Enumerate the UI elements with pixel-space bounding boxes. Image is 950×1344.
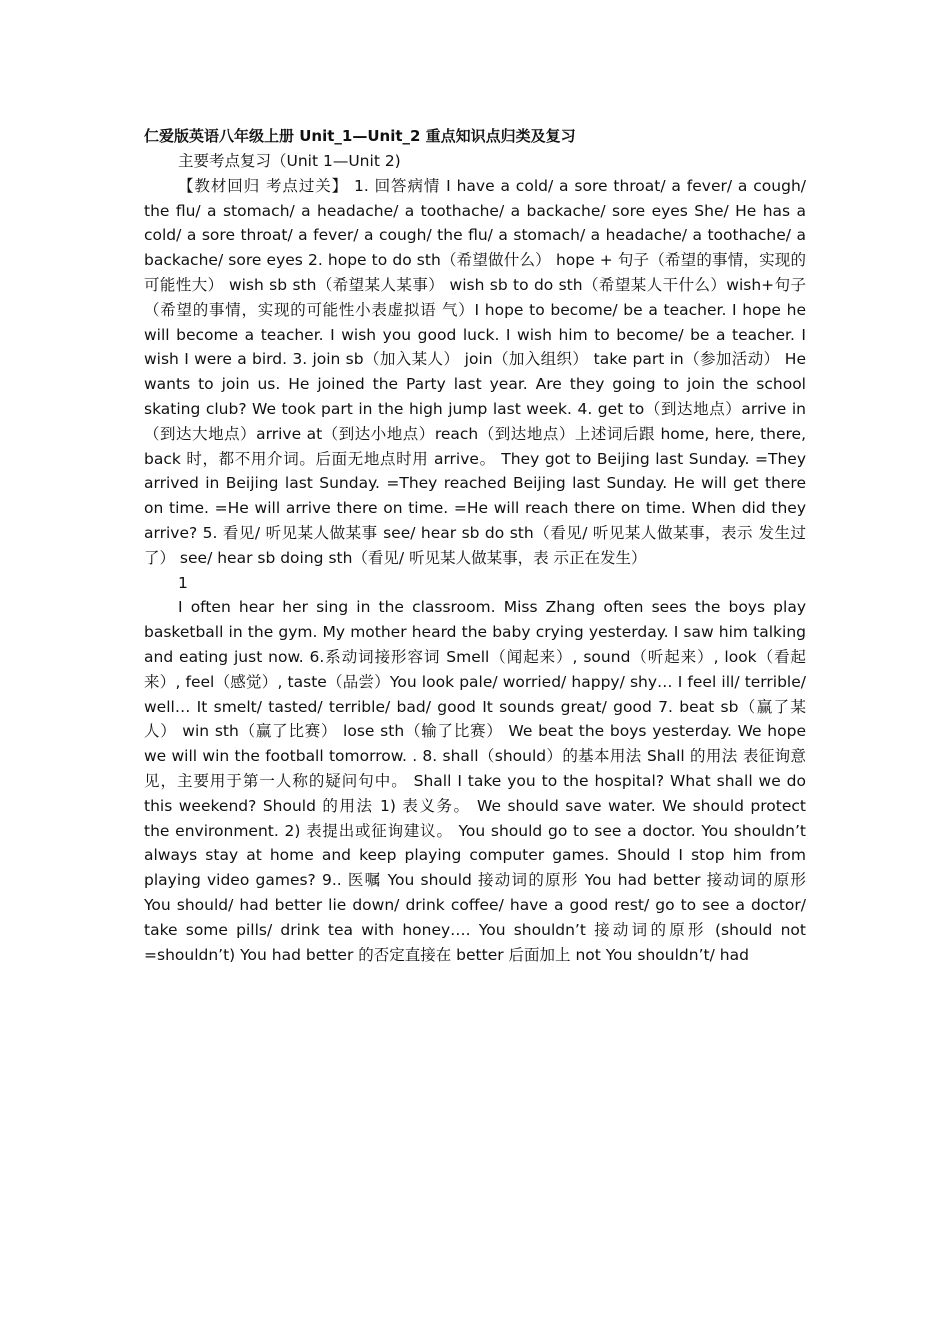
paragraph-examples: I often hear her sing in the classroom. Miss Zhang often sees the boys play basketball in the gym. My mother heard the baby crying yesterday. I saw him talking and eating just now. 6.系动词接形容词 Smell（闻起来）, sound（听起来）, look（看起来）, feel（感觉）, taste（品尝）You look pale/ worried/ happy/ shy… I feel ill/ terrible/ well… It smelt/ tasted/ terrible/ bad/ good It sounds great/ good 7. beat sb（赢了某人） win sth（赢了比赛） lose sth（输了比赛） We beat the boys yesterday. We hope we will win the football tomorrow. . 8. shall（should）的基本用法 Shall 的用法 表征询意见，主要用于第一人称的疑问句中。 Shall I take you to the hospital? What shall we do this weekend? Should 的用法 1) 表义务。 We should save water. We should protect the environment. 2) 表提出或征询建议。 You should go to see a doctor. You shouldn’t always stay at home and keep playing computer games. Should I stop him from playing video games? 9.. 医嘱 You should 接动词的原形 You had better 接动词的原形 You should/ had better lie down/ drink coffee/ have a good rest/ go to see a doctor/ take some pills/ drink tea with honey…. You shouldn’t 接动词的原形 (should not =shouldn’t) You had better 的否定直接在 better 后面加上 not You shouldn’t/ had (144, 598, 806, 964)
paragraph-review-points: 【教材回归 考点过关】 1. 回答病情 I have a cold/ a sore throat/ a fever/ a cough/ the flu/ a stomach/ a headache/ a toothache/ a backache/ sore eyes She/ He has a cold/ a sore throat/ a fever/ a cough/ the flu/ a stomach/ a headache/ a toothache/ a backache/ sore eyes 2. hope to do sth（希望做什么） hope + 句子（希望的事情，实现的可能性大） wish sb sth（希望某人某事） wish sb to do sth（希望某人干什么）wish+句子（希望的事情，实现的可能性小表虚拟语 气）I hope to become/ be a teacher. I hope he will become a teacher. I wish you good luck. I wish him to become/ be a teacher. I wish I were a bird. 3. join sb（加入某人） join（加入组织） take part in（参加活动） He wants to join us. He joined the Party last year. Are they going to join the school skating club? We took part in the high jump last week. 4. get to（到达地点）arrive in（到达大地点）arrive at（到达小地点）reach（到达地点）上述词后跟 home, here, there, back 时，都不用介词。后面无地点时用 arrive。 They got to Beijing last Sunday. =They arrived in Beijing last Sunday. =They reached Beijing last Sunday. He will get there on time. =He will arrive there on time. =He will reach there on time. When did they arrive? 5. 看见/ 听见某人做某事 see/ hear sb do sth（看见/ 听见某人做某事，表示 发生过了） see/ hear sb doing sth（看见/ 听见某人做某事，表 示正在发生） (144, 176, 806, 567)
page-number: 1 (178, 573, 188, 592)
document-page (144, 124, 806, 967)
document-title: 仁爱版英语八年级上册 Unit_1—Unit_2 重点知识点归类及复习 (144, 127, 576, 145)
document-subtitle: 主要考点复习（Unit 1—Unit 2) (178, 152, 401, 170)
